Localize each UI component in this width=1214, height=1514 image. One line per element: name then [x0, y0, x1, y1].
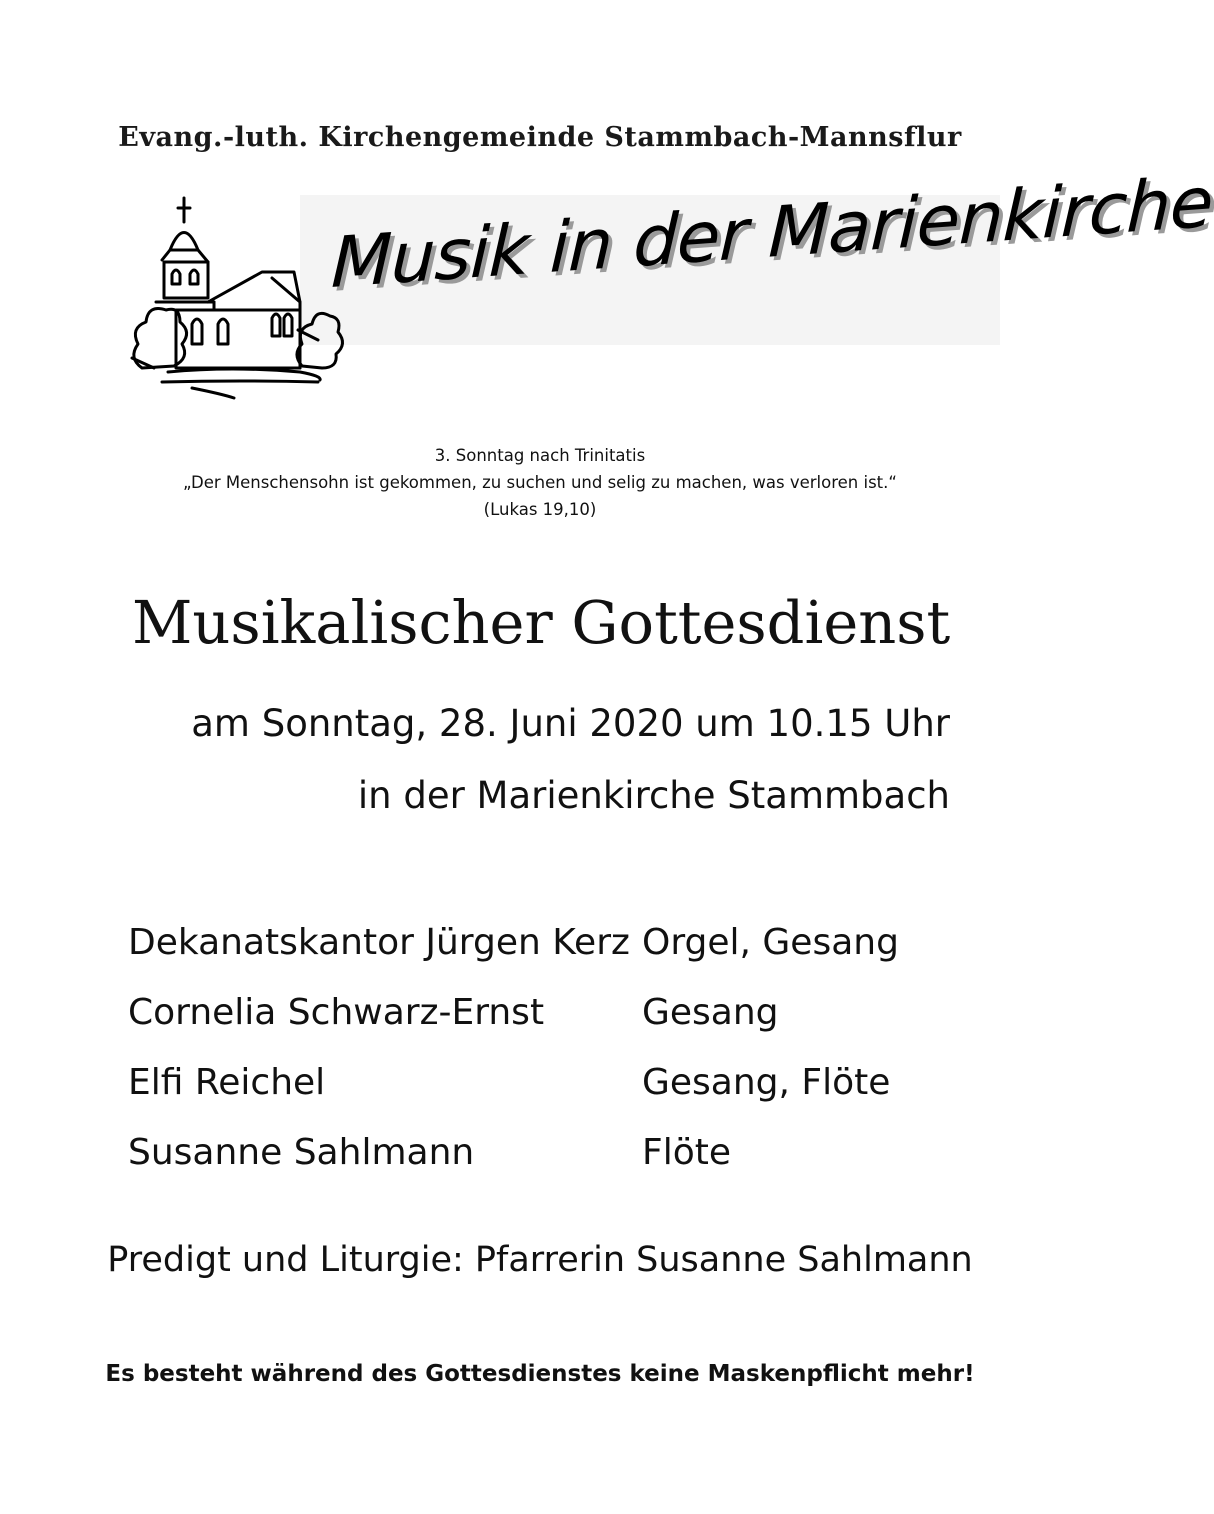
event-location: in der Marienkirche Stammbach — [357, 774, 950, 817]
parish-name: Evang.-luth. Kirchengemeinde Stammbach-Mannsflur — [118, 122, 962, 153]
logo-wordmark: Musik in der Marienkirche — [330, 161, 1214, 304]
performer-role: Flöte — [642, 1132, 731, 1173]
performer-role: Gesang, Flöte — [642, 1062, 891, 1103]
performer-role: Gesang — [642, 992, 779, 1033]
performer-role: Orgel, Gesang — [642, 922, 899, 963]
event-date: am Sonntag, 28. Juni 2020 um 10.15 Uhr — [191, 702, 950, 745]
performer-name: Dekanatskantor Jürgen Kerz — [128, 922, 630, 963]
mask-notice: Es besteht während des Gottesdienstes keine Maskenpflicht mehr! — [105, 1361, 975, 1387]
performer-name: Susanne Sahlmann — [128, 1132, 475, 1173]
performer-name: Cornelia Schwarz-Ernst — [128, 992, 545, 1033]
sermon-line: Predigt und Liturgie: Pfarrerin Susanne Sahlmann — [107, 1240, 973, 1280]
event-title: Musikalischer Gottesdienst — [132, 588, 951, 657]
bible-reference: (Lukas 19,10) — [483, 500, 597, 519]
liturgical-day: 3. Sonntag nach Trinitatis — [434, 446, 646, 465]
bible-verse: „Der Menschensohn ist gekommen, zu suchen und selig zu machen, was verloren ist.“ — [183, 473, 897, 492]
performer-name: Elfi Reichel — [128, 1062, 326, 1103]
